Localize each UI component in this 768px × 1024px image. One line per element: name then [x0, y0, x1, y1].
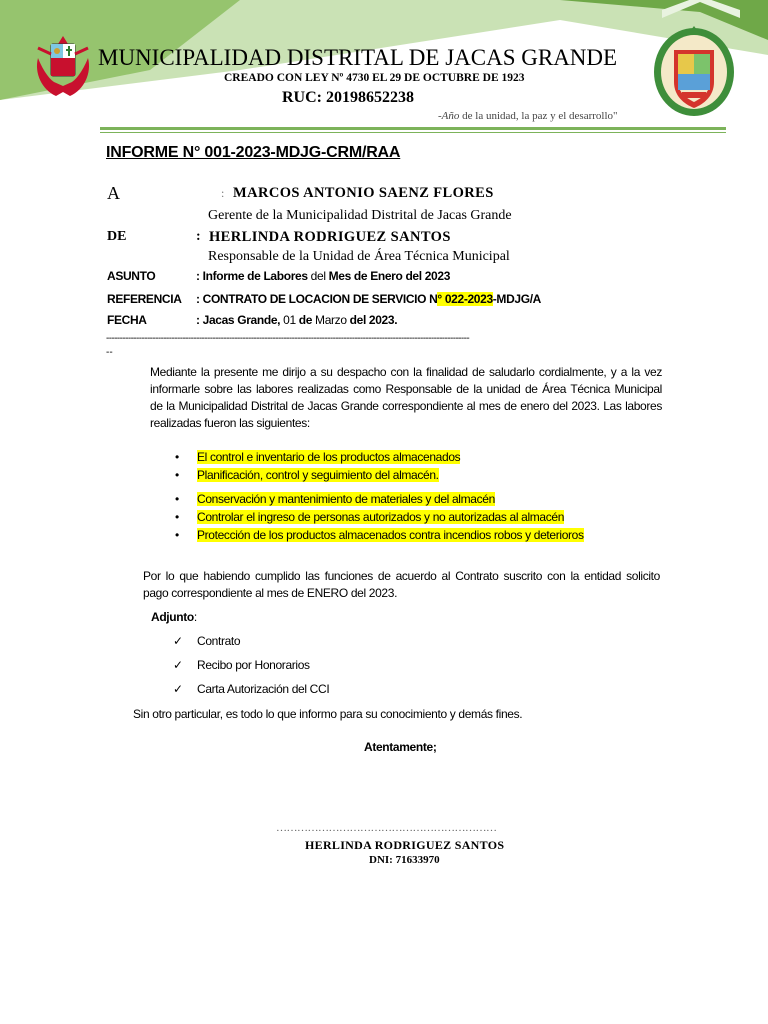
list-item: ✓ Carta Autorización del CCI — [173, 682, 330, 696]
year-motto: -Año de la unidad, la paz y el desarrollo" — [438, 110, 618, 122]
list-item: • El control e inventario de los productos almacenados — [175, 450, 461, 464]
task-list — [175, 448, 460, 484]
institution-title: MUNICIPALIDAD DISTRITAL DE JACAS GRANDE — [98, 45, 618, 70]
bullet-icon: • — [175, 492, 179, 506]
green-rule — [100, 127, 726, 130]
peru-coat-of-arms-icon — [32, 28, 94, 100]
to-label: A — [107, 183, 120, 203]
intro-paragraph: Mediante la presente me dirijo a su despacho con la finalidad de saludarlo cordialmente, y a la vez informarle sobre las labores realizadas como Responsable de la unidad de Área Técnica Municipal de la Municipalidad Distrital de Jacas Grande correspondiente al mes de enero del 2023. Las labores realizadas fueron las siguientes: — [150, 365, 662, 430]
reference-label: REFERENCIA — [107, 292, 182, 306]
list-item: • Protección de los productos almacenados contra incendios robos y deterioros — [175, 528, 584, 542]
list-item: • Controlar el ingreso de personas autorizados y no autorizadas al almacén — [175, 510, 565, 524]
to-name: MARCOS ANTONIO SAENZ FLORES — [233, 185, 494, 201]
municipality-seal-icon — [652, 20, 736, 120]
date-label: FECHA — [107, 313, 147, 327]
farewell-text: Sin otro particular, es todo lo que informo para su conocimiento y demás fines. — [133, 707, 523, 721]
signer-dni: DNI: 71633970 — [369, 854, 440, 866]
subject-label: ASUNTO — [107, 269, 156, 283]
signer-name: HERLINDA RODRIGUEZ SANTOS — [305, 838, 505, 852]
list-item: ✓ Recibo por Honorarios — [173, 658, 310, 672]
to-colon: : — [221, 186, 225, 200]
regards-text: Atentamente; — [364, 740, 437, 754]
check-icon: ✓ — [173, 682, 183, 696]
signature-line: ……………………………………………………… — [276, 822, 497, 834]
bullet-icon: • — [175, 450, 179, 464]
separator-line: ------------------------------------------------------------------------------------------------------------------------------------- — [106, 333, 470, 344]
attachments-label: Adjunto: — [151, 610, 197, 624]
from-label: DE — [107, 229, 127, 244]
closing-paragraph: Por lo que habiendo cumplido las funciones de acuerdo al Contrato suscrito con la entidad solicito pago correspondiente al mes de ENERO del 2023. — [143, 569, 660, 600]
subject-value: : Informe de Labores del Mes de Enero del 2023 — [196, 269, 451, 283]
list-item: • Conservación y mantenimiento de materiales y del almacén — [175, 492, 495, 506]
from-name: HERLINDA RODRIGUEZ SANTOS — [209, 229, 451, 245]
date-value: : Jacas Grande, 01 de Marzo del 2023. — [196, 313, 398, 327]
bullet-icon: • — [175, 528, 179, 542]
bullet-icon: • — [175, 510, 179, 524]
from-colon: : — [196, 229, 201, 244]
creation-law: CREADO CON LEY Nº 4730 EL 29 DE OCTUBRE DE 1923 — [224, 72, 525, 84]
bullet-icon: • — [175, 468, 179, 482]
attachment-list — [173, 632, 329, 704]
list-item: ✓ Contrato — [173, 634, 241, 648]
green-rule — [100, 132, 726, 133]
ruc-number: RUC: 20198652238 — [282, 89, 414, 106]
task-list — [175, 490, 584, 544]
to-role: Gerente de la Municipalidad Distrital de Jacas Grande — [208, 208, 512, 223]
check-icon: ✓ — [173, 634, 183, 648]
list-item: • Planificación, control y seguimiento del almacén. — [175, 468, 439, 482]
report-title: INFORME N° 001-2023-MDJG-CRM/RAA — [106, 144, 401, 161]
separator-line-tail: -- — [106, 347, 113, 358]
reference-value: : CONTRATO DE LOCACION DE SERVICIO N° 022-2023-MDJG/A — [196, 292, 541, 306]
check-icon: ✓ — [173, 658, 183, 672]
from-role: Responsable de la Unidad de Área Técnica Municipal — [208, 249, 510, 264]
